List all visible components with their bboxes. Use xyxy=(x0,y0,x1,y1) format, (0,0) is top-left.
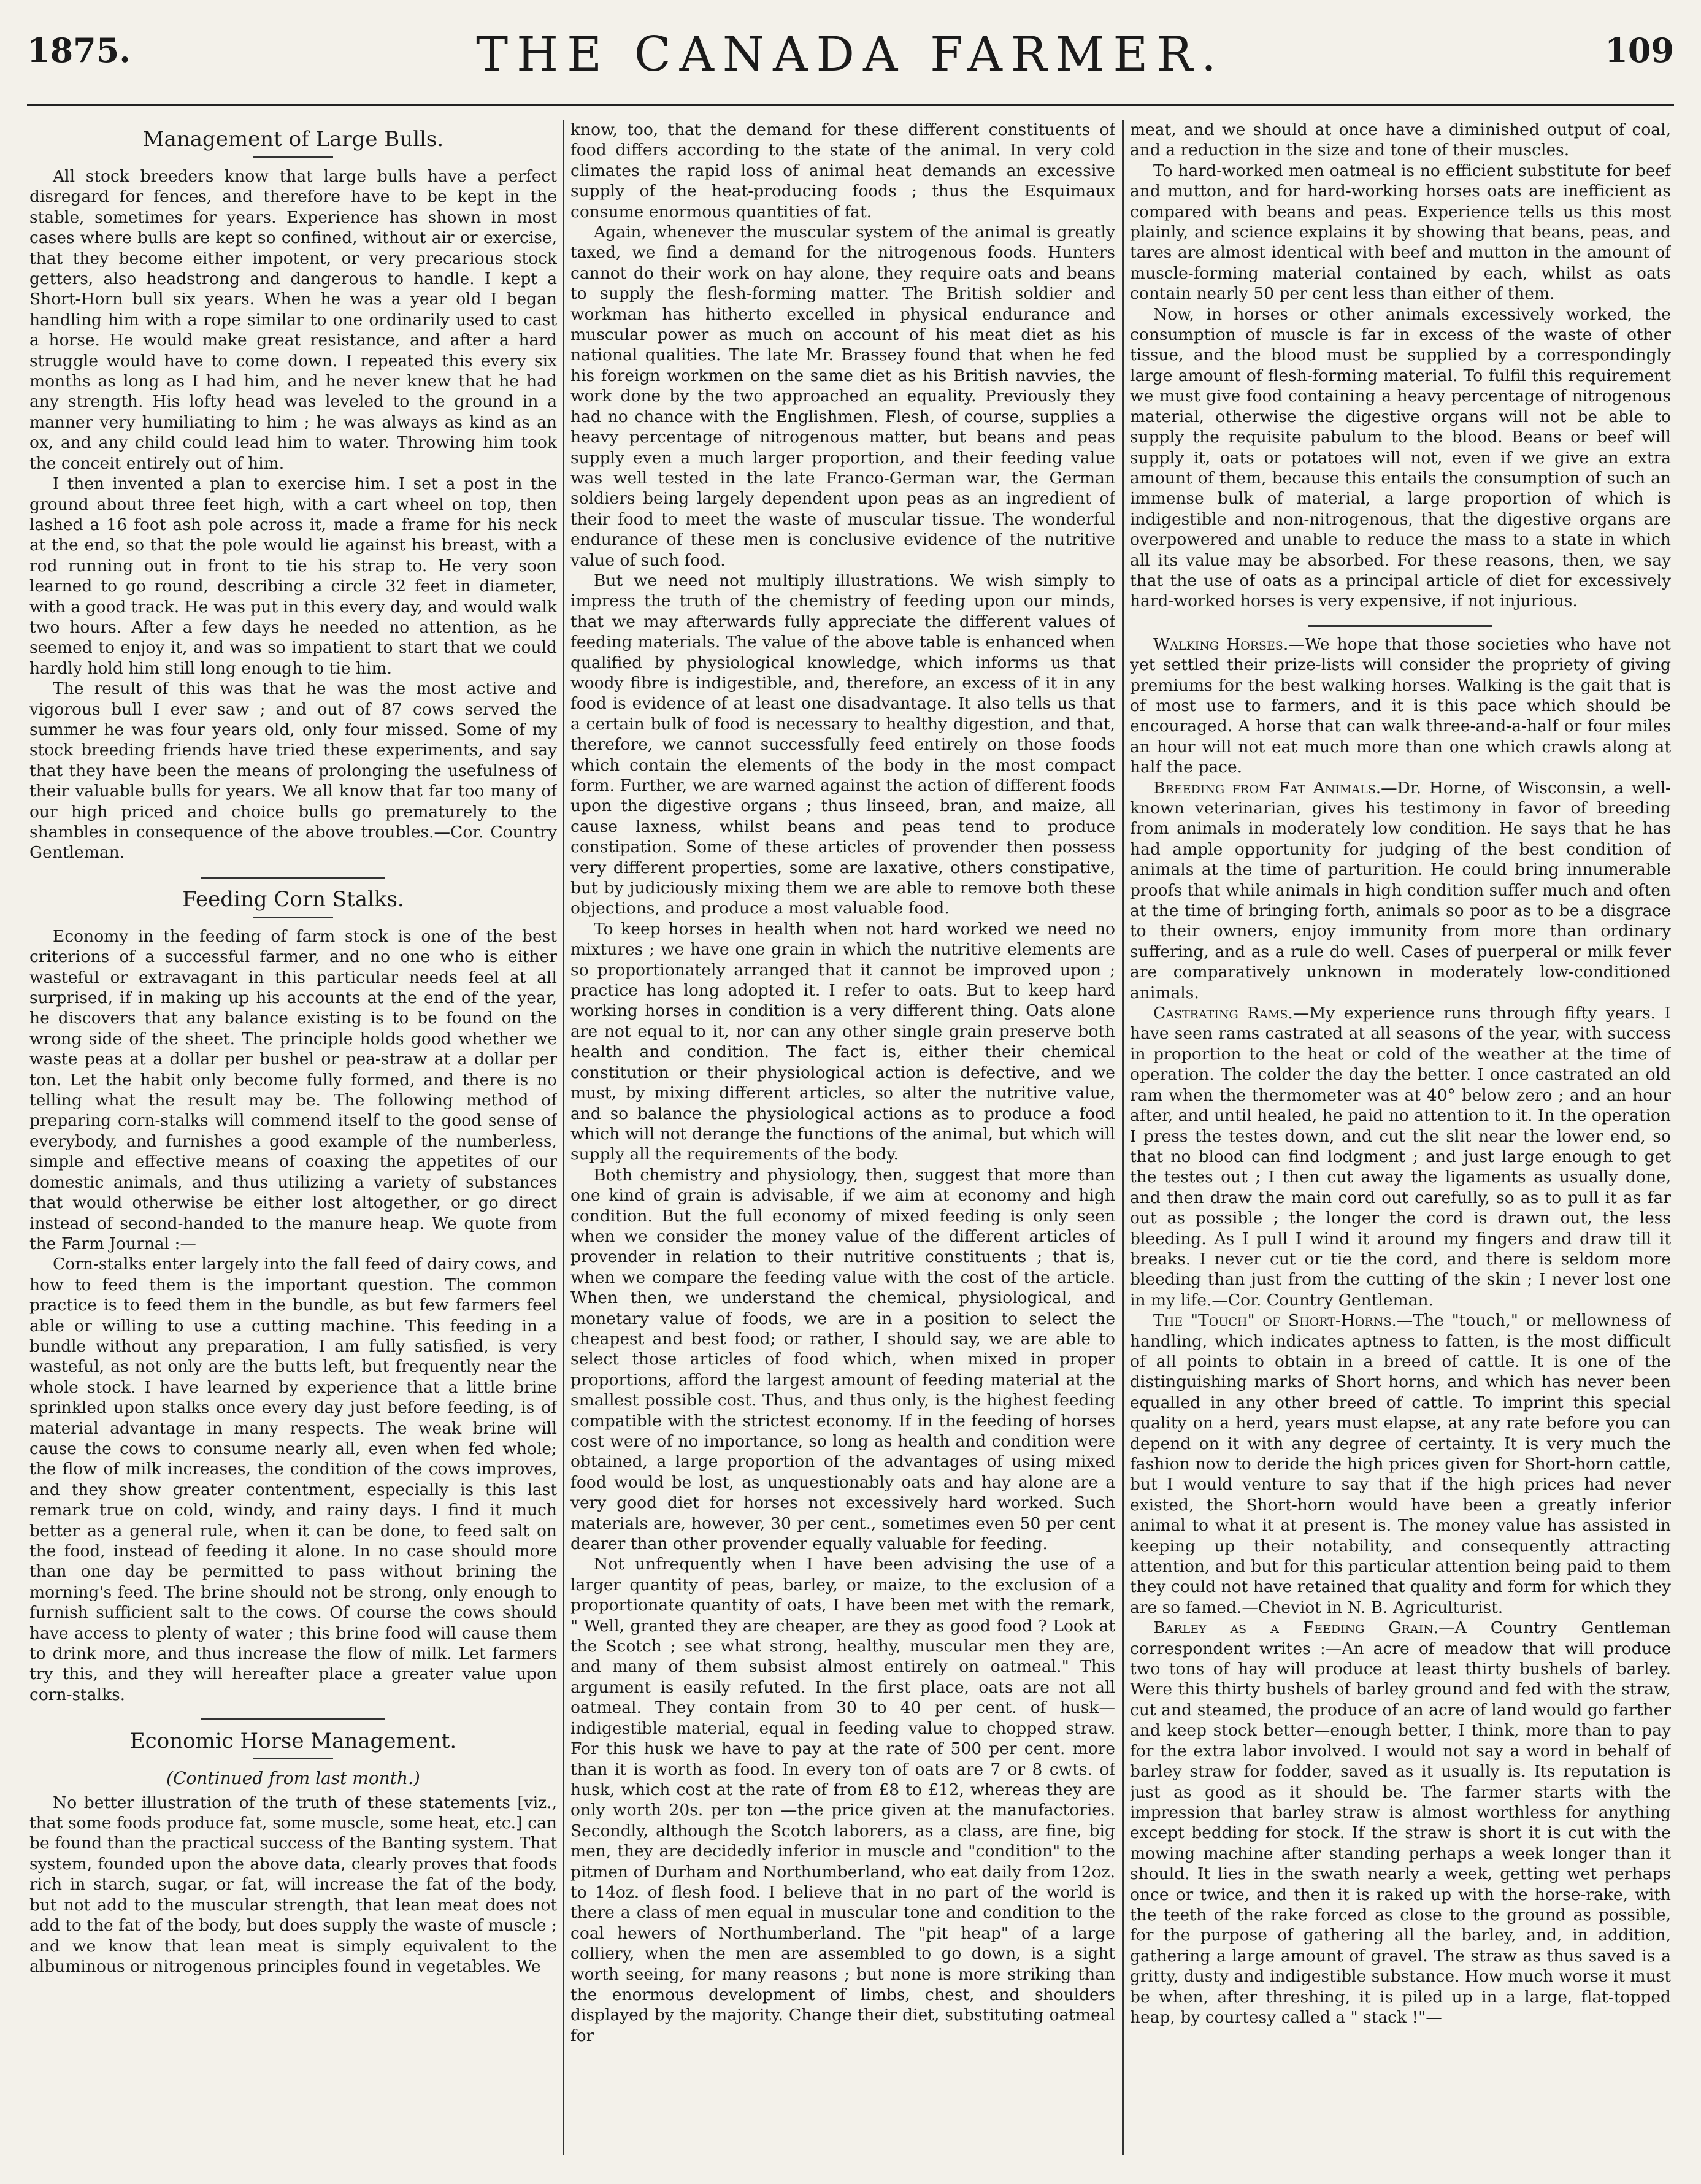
paragraph: Economy in the feeding of farm stock is one of the best criterions of a successful farmer, and no one who is either wasteful or extravagant in this particular needs feel at all surprised, if in making up his accounts at the end of the year, he discovers that any balance existing is to be found on the wrong side of the sheet. The principle holds good whether we waste peas at a dollar per bushel or pea-straw at a dollar per ton. Let the habit only become fully formed, and there is no telling what the result may be. The following method of preparing corn-stalks will commend itself to the good sense of everybody, and furnishes a good example of the numberless, simple and effective means of coaxing the appetites of our domestic animals, and thus utilizing a variety of substances that would otherwise be either lost altogether, or go direct instead of second-handed to the manure heap. We quote from the Farm Journal :— xyxy=(29,926,557,1253)
title-underline xyxy=(253,1758,333,1759)
item-body: —A Country Gentleman correspondent writes :—An acre of meadow that will produce two tons of hay will produce at least thirty bushels of barley. Were this thirty bushels of barley ground and fed with the straw, cut and steamed, the produce of an acre of land would go farther and keep stock better—enough better, I think, more than to pay for the extra labor involved. I would not say a word in behalf of barley straw for fodder, saved as it usually is. Its reputation is just as good as it should be. The farmer starts with the impression that barley straw is almost worthless for anything except bedding for stock. If the straw is short it is cut with the mowing machine after standing perhaps a week longer than it should. It lies in the swath nearly a week, getting wet perhaps once or twice, and then it is raked up with the horse-rake, with the teeth of the rake forced as close to the ground as possible, for the purpose of gathering all the barley, and, in addition, gathering a large amount of gravel. The straw as thus saved is a gritty, dusty and indigestible substance. How much worse it must be when, after threshing, it is piled up in a large, flat-topped heap, by courtesy called a " stack !"— xyxy=(1130,1618,1671,2027)
paragraph: Both chemistry and physiology, then, suggest that more than one kind of grain is advisable, if we aim at economy and high condition. But the full economy of mixed feeding is only seen when we consider the money value of the different articles of provender in relation to their nutritive constituents ; that is, when we compare the feeding value with the cost of the article. When then, we understand the chemical, physiological, and monetary value of foods, we are in a position to select the cheapest and best food; or rather, I should say, we are able to select those articles of food which, when mixed in proper proportions, afford the largest amount of feeding material at the smallest possible cost. Thus, and thus only, is the highest feeding compatible with the strictest economy. If in the feeding of horses cost were of no importance, so long as health and condition were obtained, a large proportion of the advantages of using mixed food would be lost, as unquestionably oats and hay alone are a very good diet for horses not excessively hard worked. Such materials are, however, 30 per cent., sometimes even 50 per cent dearer than other provender equally valuable for feeding. xyxy=(570,1165,1115,1554)
issue-year: 1875. xyxy=(27,31,131,70)
title-underline xyxy=(253,156,333,158)
column-1 xyxy=(29,120,557,2155)
column-rule xyxy=(563,120,564,2155)
item-body: —We hope that those societies who have not yet settled their prize-lists will consider the propriety of giving premiums for the best walking horses. Walking is the gait that is of most use to farmers, and it is this pace which should be encouraged. A horse that can walk three-and-a-half or four miles an hour will not eat much more than one which crawls along at half the pace. xyxy=(1130,634,1671,777)
masthead: THE CANADA FARMER. xyxy=(476,27,1225,82)
page-header xyxy=(27,27,1674,106)
paragraph: Not unfrequently when I have been advising the use of a larger quantity of peas, barley, or maize, to the exclusion of a proportionate quantity of oats, I have been met with the remark, " Well, granted they are cheaper, are they as good food ? Look at the Scotch ; see what strong, healthy, muscular men they are, and many of them subsist almost entirely on oatmeal." This argument is easily refuted. In the first place, oats are not all oatmeal. They contain from 30 to 40 per cent. of husk—indigestible material, equal in feeding value to chopped straw. For this husk we have to pay at the rate of 500 per cent. more than it is worth as food. In every ton of oats are 7 or 8 cwts. of husk, which cost at the rate of from £8 to £12, whereas they are only worth 20s. per ton —the price given at the manufactories. Secondly, although the Scotch laborers, as a class, are fine, big men, they are decidedly inferior in muscle and "condition" to the pitmen of Durham and Northumberland, who eat daily from 12oz. to 14oz. of flesh food. I believe that in no part of the world is there a class of men equal in muscular tone and condition to the coal hewers of Northumberland. The "pit heap" of a large colliery, when the men are assembled to go down, is a sight worth seeing, for many reasons ; but none is more striking than the enormous development of limbs, chest, and shoulders displayed by the majority. Change their diet, substituting oatmeal for xyxy=(570,1555,1115,2045)
item-heading: Breeding from Fat Animals. xyxy=(1153,778,1381,798)
paragraph-castrating xyxy=(1130,1003,1671,1310)
column-3 xyxy=(1130,120,1671,2155)
paragraph: meat, and we should at once have a diminished output of coal, and a reduction in the size and tone of their muscles. xyxy=(1130,120,1671,160)
page-number: 109 xyxy=(1605,31,1674,70)
article-separator xyxy=(1308,625,1492,627)
article-subtitle: (Continued from last month.) xyxy=(166,1768,420,1789)
item-heading: The "Touch" of Short-Horns. xyxy=(1153,1311,1397,1331)
paragraph-walking-horses xyxy=(1130,634,1671,778)
paragraph: No better illustration of the truth of these statements [viz., that some foods produce fat, some muscle, some heat, etc.] can be found than the practical success of the Banting system. That system, founded upon the above data, clearly proves that foods rich in starch, sugar, or fat, will increase the fat of the body, but not add to the muscular strength, that lean meat does not add to the fat of the body, but does supply the waste of muscle ; and we know that lean meat is simply equivalent to the albuminous or nitrogenous principles found in vegetables. We xyxy=(29,1793,557,1976)
item-heading: Walking Horses. xyxy=(1153,634,1289,654)
title-underline xyxy=(253,917,333,918)
paragraph: The result of this was that he was the most active and vigorous bull I ever saw ; and out of 87 cows served the summer he was four years old, only four missed. Some of my stock breeding friends have tried these experiments, and say that they have been the means of prolonging the usefulness of their valuable bulls for years. We all know that far too many of our high priced and choice bulls go prematurely to the shambles in consequence of the above troubles.—Cor. Country Gentleman. xyxy=(29,679,557,863)
item-heading: Castrating Rams. xyxy=(1153,1004,1293,1023)
paragraph-touch xyxy=(1130,1310,1671,1618)
paragraph: Again, whenever the muscular system of the animal is greatly taxed, we find a demand for the nitrogenous foods. Hunters cannot do their work on hay alone, they require oats and beans to supply the flesh-forming matter. The British soldier and workman has hitherto excelled in physical endurance and muscular power as much on account of his meat diet as his national qualities. The late Mr. Brassey found that when he fed his foreign workmen on the same diet as his British navvies, the work done by the two approached an equality. Previously they had no chance with the Englishmen. Flesh, of course, supplies a heavy percentage of nitrogenous matter, but beans and peas supply even a much larger proportion, and their feeding value was well tested in the late Franco-German war, the German soldiers being largely dependent upon peas as an ingredient of their food to meet the waste of muscular tissue. The wonderful endurance of these men is conclusive evidence of the nutritive value of such food. xyxy=(570,223,1115,570)
paragraph: Now, in horses or other animals excessively worked, the consumption of muscle is far in excess of the waste of other tissue, and the blood must be supplied by a correspondingly large amount of flesh-forming material. To fulfil this requirement we must give food containing a heavy percentage of nitrogenous material, otherwise the digestive organs will not be able to supply the requisite pabulum to the blood. Beans or beef will supply it, oats or potatoes will not, even if we give an extra amount of them, because this entails the consumption of such an immense bulk of material, a large proportion of which is indigestible and non-nitrogenous, that the digestive organs are overpowered and unable to reduce the mass to a state in which all its value may be absorbed. For these reasons, then, we say that the use of oats as a principal article of diet for excessively hard-worked horses is very expensive, if not injurious. xyxy=(1130,304,1671,611)
paragraph: But we need not multiply illustrations. We wish simply to impress the truth of the chemistry of feeding upon our minds, that we may afterwards fully appreciate the different values of feeding materials. The value of the above table is enhanced when qualified by physiological knowledge, which informs us that woody fibre is indigestible, and, therefore, an excess of it in any food is evidence of at least one disadvantage. It also tells us that a certain bulk of food is necessary to healthy digestion, and that, therefore, we cannot successfully feed entirely on those foods which contain the elements of the body in the most compact form. Further, we are warned against the action of different foods upon the digestive organs ; thus linseed, bran, and maize, all cause laxness, whilst beans and peas tend to produce constipation. Some of these articles of provender then possess very different properties, some are laxative, others constipative, but by judiciously mixing them we are able to remove both these objections, and produce a most valuable food. xyxy=(570,571,1115,918)
article-title-corn-stalks: Feeding Corn Stalks. xyxy=(182,886,404,912)
item-body: —Dr. Horne, of Wisconsin, a well-known veterinarian, gives his testimony in favor of breeding from animals in moderately low condition. He says that he has had ample opportunity for judging of the best condition of animals at the time of parturition. He could bring innumerable proofs that while animals in high condition suffer much and often at the time of bringing forth, animals so poor as to be a disgrace to their owners, enjoy immunity from more than ordinary suffering, and as a rule do well. Cases of puerperal or milk fever are comparatively unknown in moderately low-conditioned animals. xyxy=(1130,778,1671,1002)
paragraph: I then invented a plan to exercise him. I set a post in the ground about three feet high, with a cart wheel on top, then lashed a 16 foot ash pole across it, made a frame for his neck at the end, so that the pole would lie against his breast, with a rod running out in front to tie his strap to. He very soon learned to go round, describing a circle 32 feet in diameter, with a good track. He was put in this every day, and would walk two hours. After a few days he needed no attention, as he seemed to enjoy it, and was so impatient to start that we could hardly hold him still long enough to tie him. xyxy=(29,474,557,678)
paragraph: Corn-stalks enter largely into the fall feed of dairy cows, and how to feed them is the important question. The common practice is to feed them in the bundle, as but few farmers feel able or willing to use a cutting machine. This feeding in a bundle without any preparation, I am fully satisfied, is very wasteful, as not only are the butts left, but frequently near the whole stock. I have learned by experience that a little brine sprinkled upon stalks once every day just before feeding, is of material advantage in many respects. The weak brine will cause the cows to consume nearly all, even when fed whole; the flow of milk increases, the condition of the cows improves, and they show greater contentment, especially is this last remark true on cold, windy, and rainy days. I find it much better as a general rule, when it can be done, to feed salt on the food, instead of feeding it alone. In no case should more than one day be permitted to pass without brining the morning's feed. The brine should not be strong, only enough to furnish sufficient salt to the cows. Of course the cows should have access to plenty of water ; this brine food will cause them to drink more, and thus increase the flow of milk. Let farmers try this, and they will hereafter place a greater value upon corn-stalks. xyxy=(29,1255,557,1704)
column-rule xyxy=(1122,120,1124,2155)
item-heading: Barley as a Feeding Grain. xyxy=(1153,1618,1439,1638)
item-body: —My experience runs through fifty years. I have seen rams castrated at all seasons of the year, with success in proportion to the heat or cold of the weather at the time of operation. The colder the day the better. I once castrated an old ram when the thermometer was at 40° below zero ; and an hour after, and until healed, he paid no attention to it. In the operation I press the testes down, and cut the slit near the lower end, so that no blood can find lodgment ; and just large enough to get the testes out ; I then cut away the ligaments as usually done, and then draw the main cord out carefully, so as to pull it as far out as possible ; the longer the cord is drawn out, the less bleeding. As I pull I wind it around my fingers and draw till it breaks. I never cut or tie the cord, and there is seldom more bleeding than just from the cutting of the skin ; I never lost one in my life.—Cor. Country Gentleman. xyxy=(1130,1004,1671,1310)
paragraph: know, too, that the demand for these different constituents of food differs according to the state of the animal. In very cold climates the rapid loss of animal heat demands an excessive supply of the heat-producing foods ; thus the Esquimaux consume enormous quantities of fat. xyxy=(570,120,1115,221)
article-title-bulls: Management of Large Bulls. xyxy=(142,127,444,152)
column-2 xyxy=(570,120,1115,2155)
paragraph-barley xyxy=(1130,1618,1671,2028)
article-title-horse-management: Economic Horse Management. xyxy=(129,1729,457,1754)
paragraph-breeding xyxy=(1130,778,1671,1003)
paragraph: To hard-worked men oatmeal is no efficient substitute for beef and mutton, and for hard-working horses oats are inefficient as compared with beans and peas. Experience tells us this most plainly, and science explains it by showing that beans, peas, and tares are almost identical with beef and mutton in the amount of muscle-forming material contained by each, whilst as oats contain nearly 50 per cent less than either of them. xyxy=(1130,161,1671,304)
paragraph: All stock breeders know that large bulls have a perfect disregard for fences, and therefore have to be kept in the stable, sometimes for years. Experience has shown in most cases where bulls are kept so confined, without air or exercise, that they become either impotent, or very precarious stock getters, also headstrong and dangerous to handle. I kept a Short-Horn bull six years. When he was a year old I began handling him with a rope similar to one ordinarily used to cast a horse. He would make great resistance, and after a hard struggle would have to come down. I repeated this every six months as long as I had him, and he never knew that he had any strength. His lofty head was leveled to the ground in a manner very humiliating to him ; he was always as kind as an ox, and any child could lead him to water. Throwing him took the conceit entirely out of him. xyxy=(29,167,557,473)
article-separator xyxy=(201,877,385,879)
paragraph: To keep horses in health when not hard worked we need no mixtures ; we have one grain in which the nutritive elements are so proportionately arranged that it cannot be improved upon ; practice has long adopted it. I refer to oats. But to keep hard working horses in condition is a very different thing. Oats alone are not equal to it, nor can any other single grain preserve both health and condition. The fact is, either their chemical constitution or their physiological action is defective, and we must, by mixing different articles, so alter the nutritive value, and so balance the physiological actions as to produce a food which will not derange the functions of the animal, but which will supply all the requirements of the body. xyxy=(570,919,1115,1164)
item-body: —The "touch," or mellowness of handling, which indicates aptness to fatten, is the most difficult of all points to obtain in a breed of cattle. It is one of the distinguishing marks of Short horns, and which has never been equalled in any other breed of cattle. To imprint this special quality on a herd, years must elapse, at any rate before you can depend on it with any degree of certainty. It is very much the fashion now to deride the high prices given for Short-horn cattle, but I would venture to say that if the high prices had never existed, the Short-horn would have been a greatly inferior animal to what it at present is. The money value has assisted in keeping up their notability, and consequently attracting attention, and but for this particular attention being paid to them they could not have retained that quality and form for which they are so famed.—Cheviot in N. B. Agriculturist. xyxy=(1130,1311,1671,1617)
article-separator xyxy=(201,1718,385,1720)
